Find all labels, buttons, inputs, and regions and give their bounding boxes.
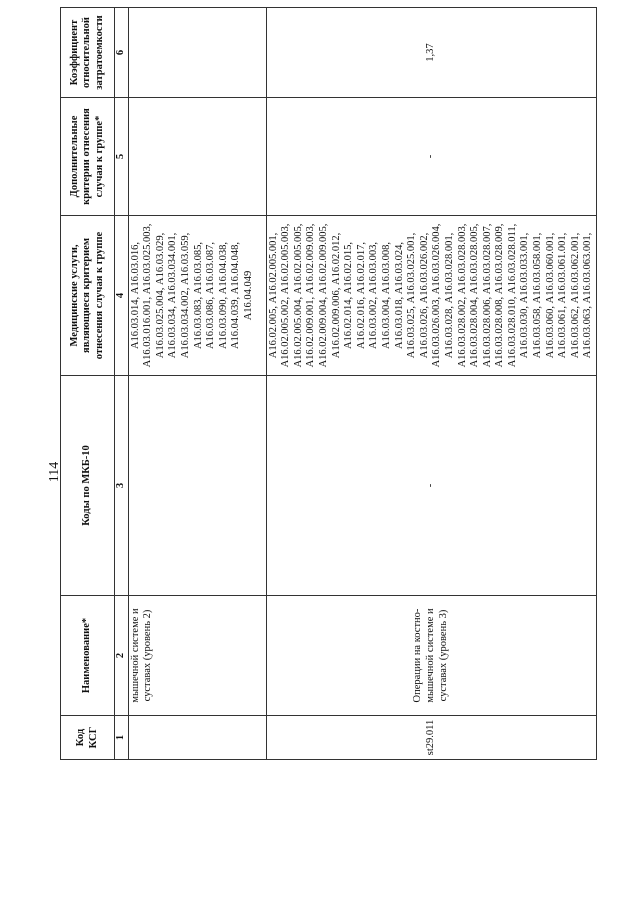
column-number: 6 (115, 8, 129, 98)
service-line: А16.03.030, А16.03.033.001, (519, 232, 531, 359)
ksg-code-cell (128, 716, 266, 760)
service-line: А16.03.086, А16.03.087, (205, 241, 217, 350)
header-coefficient: Коэффициент относительной затратоемкости (61, 8, 115, 98)
service-line: А16.03.002, А16.03.003, (368, 241, 380, 350)
column-number: 3 (115, 376, 129, 596)
service-line: А16.02.005.004, А16.02.005.005, (292, 223, 304, 368)
ksg-table (60, 7, 597, 760)
service-line: А16.02.005, А16.02.005.001, (267, 232, 279, 359)
service-line: А16.03.014, А16.03.016, (129, 241, 141, 350)
service-line: А16.03.026.003, А16.03.026.004, (431, 223, 443, 368)
service-line: А16.02.014, А16.02.015, (343, 241, 355, 350)
service-line: А16.03.018, А16.03.024, (393, 241, 405, 350)
services-cell (128, 216, 266, 376)
header-row (61, 8, 115, 760)
service-line: А16.03.025.004, А16.03.029, (154, 232, 166, 359)
extra-criteria-cell (128, 98, 266, 216)
service-line: А16.04.049 (242, 270, 254, 321)
service-line: А16.03.034, А16.03.034.001, (167, 232, 179, 359)
ksg-code-cell: st29.011 (266, 716, 596, 760)
service-line: А16.03.083, А16.03.085, (192, 241, 204, 350)
column-number: 5 (115, 98, 129, 216)
service-line: А16.03.004, А16.03.008, (380, 241, 392, 350)
service-line: А16.03.028, А16.03.028.001, (443, 232, 455, 359)
column-number-row (115, 8, 129, 760)
service-line: А16.03.025, А16.03.025.001, (406, 232, 418, 359)
header-name: Наименование* (61, 596, 115, 716)
column-number: 2 (115, 596, 129, 716)
header-mkb: Коды по МКБ-10 (61, 376, 115, 596)
mkb-codes-cell (128, 376, 266, 596)
header-extra-criteria: Дополнительные критерии отнесения случая к группе* (61, 98, 115, 216)
service-line: А16.03.028.010, А16.03.028.011, (506, 223, 518, 368)
service-line: А16.03.090, А16.04.038, (217, 241, 229, 350)
ksg-name-cell: мышечной системе и суставах (уровень 2) (128, 596, 266, 716)
service-line: А16.03.061, А16.03.061.001, (557, 232, 569, 359)
coefficient-cell (128, 8, 266, 98)
service-line: А16.03.026, А16.03.026.002, (418, 232, 430, 359)
service-line: А16.03.058, А16.03.058.001, (532, 232, 544, 359)
coefficient-cell: 1,37 (266, 8, 596, 98)
service-line: А16.02.016, А16.02.017, (355, 241, 367, 350)
service-line: А16.03.063, А16.03.063.001, (582, 232, 594, 359)
ksg-name-cell: Операции на костно-мышечной системе и суставах (уровень 3) (266, 596, 596, 716)
column-number: 1 (115, 716, 129, 760)
mkb-codes-cell: - (266, 376, 596, 596)
header-code: Код КСГ (61, 716, 115, 760)
service-line: А16.04.039, А16.04.048, (230, 241, 242, 350)
table-row (266, 8, 596, 760)
services-cell (266, 216, 596, 376)
service-line: А16.03.028.004, А16.03.028.005, (469, 223, 481, 368)
service-line: А16.03.028.002, А16.03.028.003, (456, 223, 468, 368)
service-line: А16.02.009.001, А16.02.009.003, (305, 223, 317, 368)
service-line: А16.03.034.002, А16.03.059, (179, 232, 191, 359)
header-services: Медицинские услуги, являющиеся критерием отнесения случая к группе (61, 216, 115, 376)
service-line: А16.02.009.006, А16.02.012, (330, 232, 342, 359)
service-line: А16.03.062, А16.03.062.001, (569, 232, 581, 359)
service-line: А16.03.016.001, А16.03.025.003, (142, 223, 154, 368)
service-line: А16.03.028.008, А16.03.028.009, (494, 223, 506, 368)
table-row (128, 8, 266, 760)
service-line: А16.02.005.002, А16.02.005.003, (280, 223, 292, 368)
rotated-table-container (60, 8, 594, 760)
page-number: 114 (47, 461, 62, 483)
service-line: А16.03.028.006, А16.03.028.007, (481, 223, 493, 368)
service-line: А16.03.060, А16.03.060.001, (544, 232, 556, 359)
extra-criteria-cell: - (266, 98, 596, 216)
column-number: 4 (115, 216, 129, 376)
service-line: А16.02.009.004, А16.02.009.005, (317, 223, 329, 368)
